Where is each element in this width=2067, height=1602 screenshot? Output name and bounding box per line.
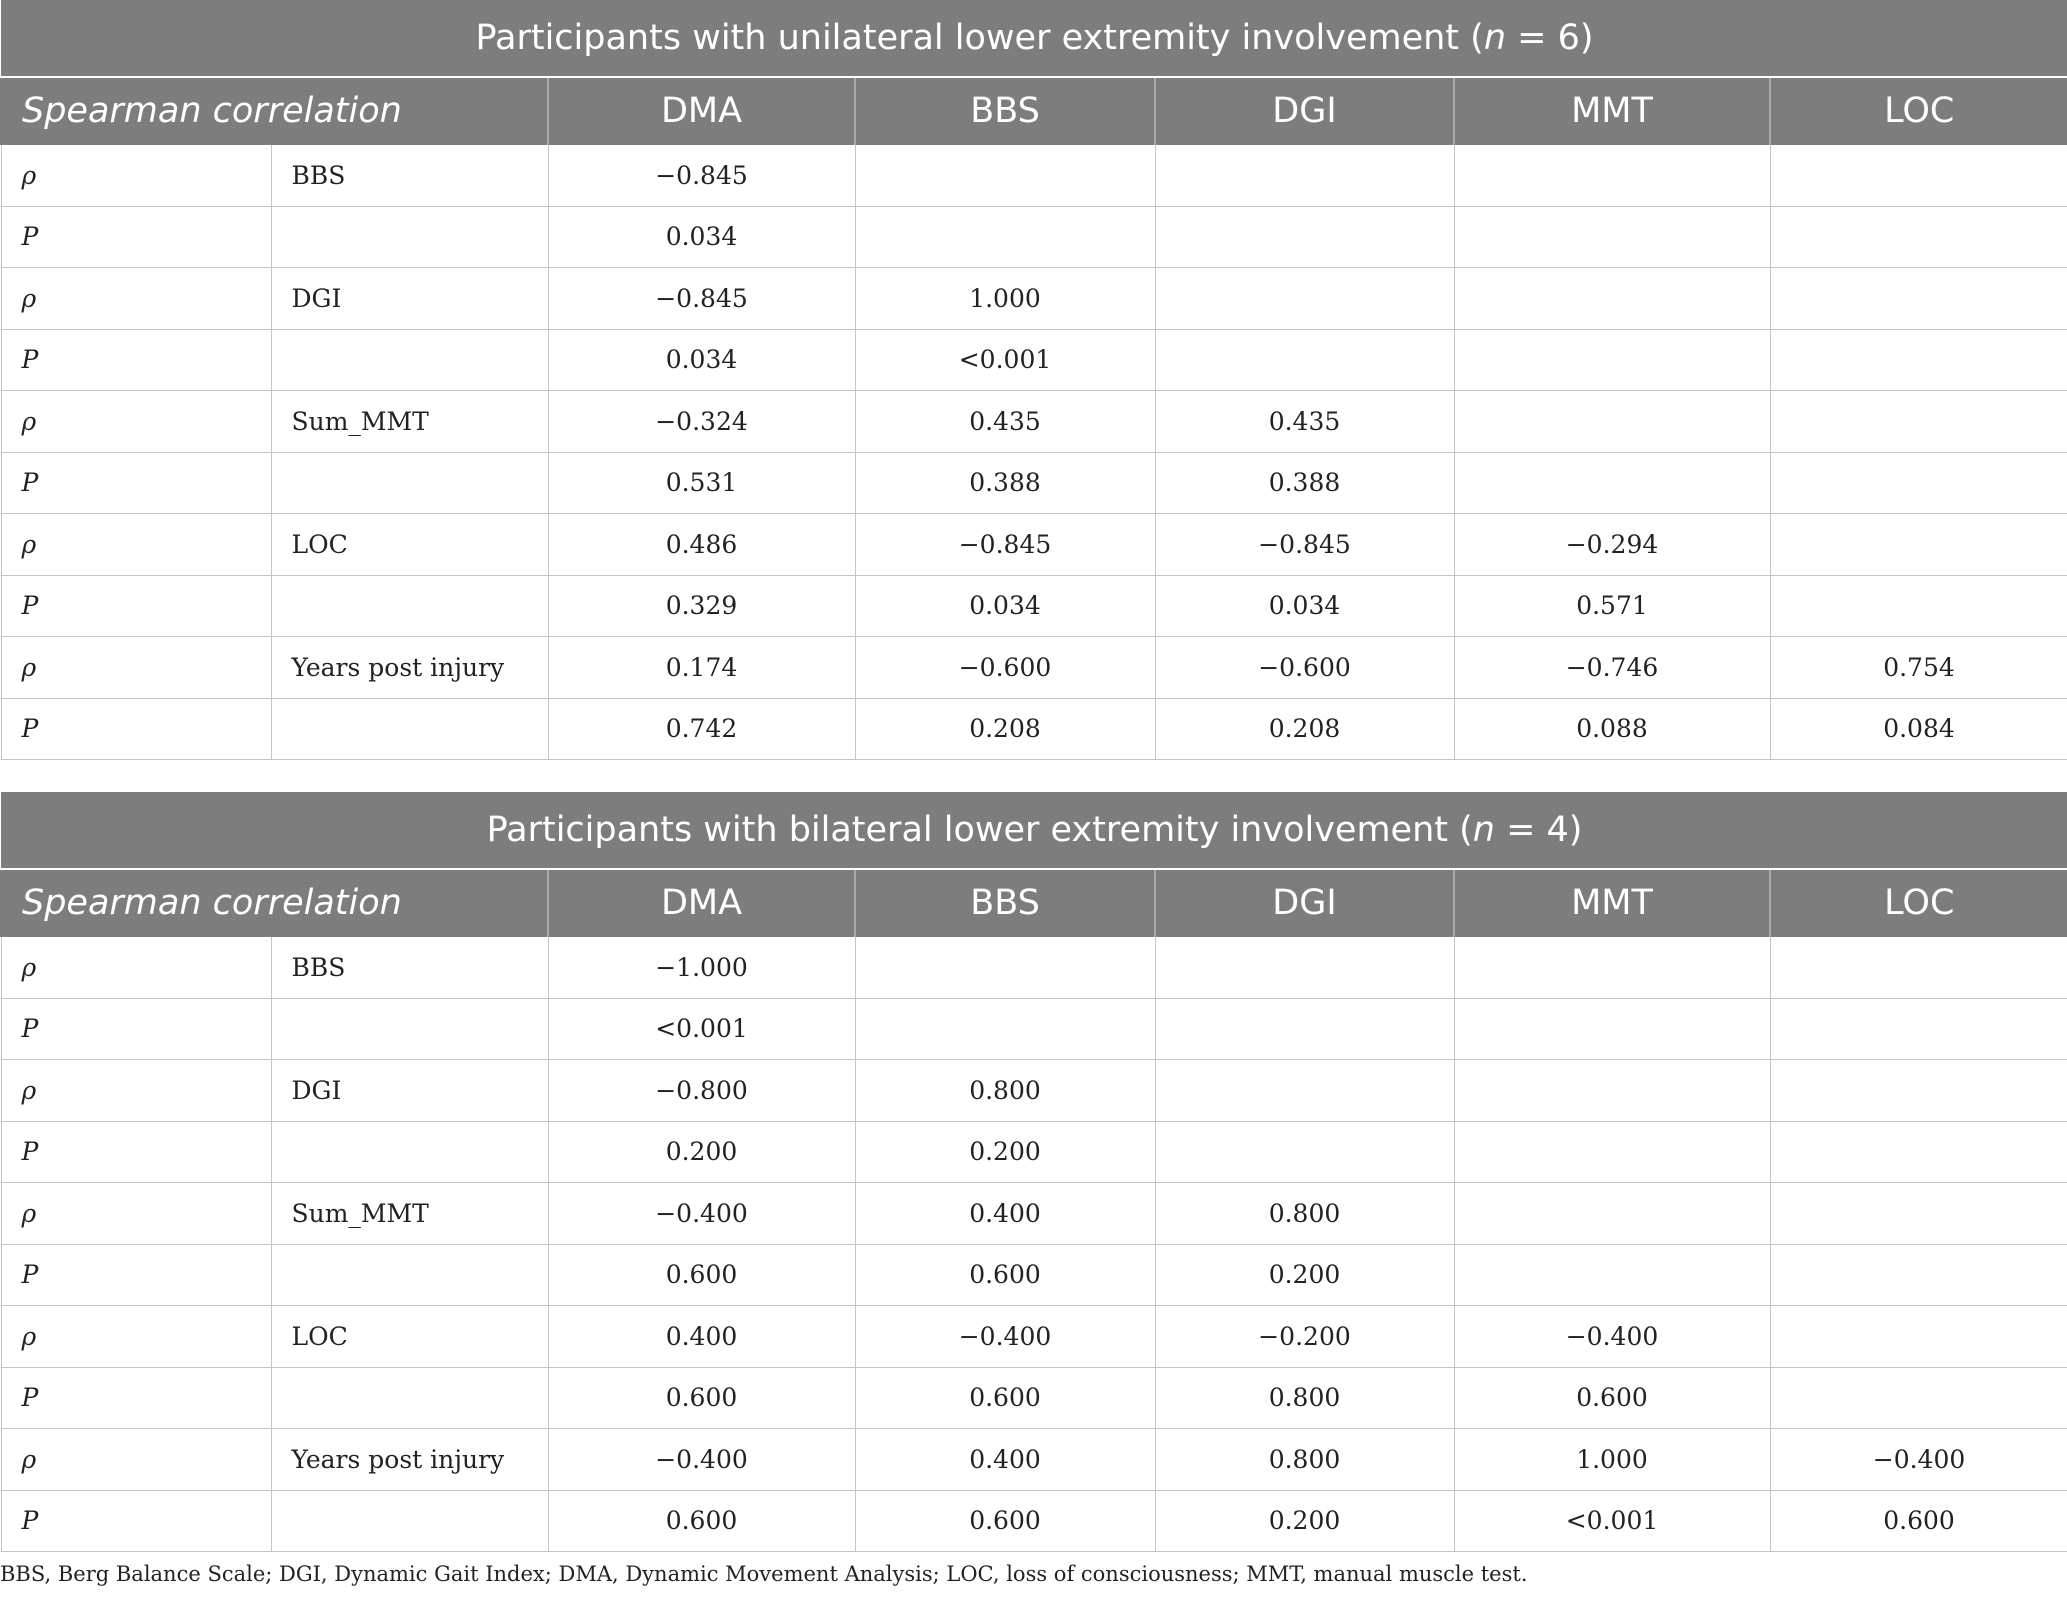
- row-statistic-symbol: P: [1, 1121, 271, 1183]
- cell-bbs: 0.435: [855, 391, 1155, 453]
- row-statistic-symbol: ρ: [1, 937, 271, 999]
- cell-dgi: 0.200: [1155, 1244, 1454, 1306]
- cell-dgi: 0.388: [1155, 452, 1454, 514]
- cell-dma: 0.400: [548, 1306, 855, 1368]
- row-statistic-symbol: ρ: [1, 1183, 271, 1245]
- row-variable-label: Years post injury: [271, 637, 548, 699]
- cell-dgi: [1155, 268, 1454, 330]
- row-variable-label: Sum_MMT: [271, 1183, 548, 1245]
- cell-loc: [1770, 514, 2067, 576]
- table-row: [1, 637, 2067, 699]
- row-statistic-symbol: ρ: [1, 391, 271, 453]
- cell-mmt: 1.000: [1454, 1429, 1770, 1491]
- cell-loc: [1770, 206, 2067, 268]
- table-row: [1, 268, 2067, 330]
- row-variable-label: BBS: [271, 937, 548, 999]
- table-row: [1, 206, 2067, 268]
- cell-bbs: [855, 145, 1155, 207]
- cell-dma: 0.531: [548, 452, 855, 514]
- cell-dgi: [1155, 998, 1454, 1060]
- cell-loc: [1770, 1244, 2067, 1306]
- cell-loc: [1770, 145, 2067, 207]
- row-statistic-symbol: P: [1, 998, 271, 1060]
- cell-dgi: −0.200: [1155, 1306, 1454, 1368]
- cell-loc: 0.084: [1770, 698, 2067, 760]
- cell-loc: 0.600: [1770, 1490, 2067, 1552]
- cell-bbs: 0.034: [855, 575, 1155, 637]
- cell-dma: −0.800: [548, 1060, 855, 1122]
- table-row: [1, 1183, 2067, 1245]
- column-header-row: [1, 869, 2067, 937]
- cell-bbs: 0.600: [855, 1367, 1155, 1429]
- cell-bbs: 0.600: [855, 1244, 1155, 1306]
- row-variable-label: Sum_MMT: [271, 391, 548, 453]
- cell-dgi: [1155, 329, 1454, 391]
- row-statistic-symbol: P: [1, 1244, 271, 1306]
- cell-dma: 0.034: [548, 329, 855, 391]
- cell-dgi: −0.600: [1155, 637, 1454, 699]
- table-row: [1, 1306, 2067, 1368]
- cell-dgi: [1155, 145, 1454, 207]
- cell-mmt: [1454, 329, 1770, 391]
- row-variable-label: [271, 1244, 548, 1306]
- header-bbs: BBS: [855, 77, 1155, 145]
- table-row: [1, 1490, 2067, 1552]
- title-prefix: Participants with unilateral lower extremity involvement (: [475, 18, 1484, 59]
- row-variable-label: [271, 1121, 548, 1183]
- row-variable-label: [271, 998, 548, 1060]
- cell-dma: −0.324: [548, 391, 855, 453]
- row-variable-label: [271, 329, 548, 391]
- table-row: [1, 1367, 2067, 1429]
- cell-bbs: [855, 206, 1155, 268]
- header-dma: DMA: [548, 869, 855, 937]
- table-row: [1, 1244, 2067, 1306]
- row-variable-label: [271, 1367, 548, 1429]
- cell-dma: −0.400: [548, 1183, 855, 1245]
- row-variable-label: LOC: [271, 1306, 548, 1368]
- row-statistic-symbol: ρ: [1, 637, 271, 699]
- cell-loc: [1770, 575, 2067, 637]
- table-row: [1, 145, 2067, 207]
- cell-bbs: <0.001: [855, 329, 1155, 391]
- cell-dma: 0.200: [548, 1121, 855, 1183]
- cell-dgi: [1155, 1121, 1454, 1183]
- unilateral-correlation-table: [0, 0, 2067, 760]
- cell-dma: 0.600: [548, 1244, 855, 1306]
- cell-mmt: 0.088: [1454, 698, 1770, 760]
- cell-dma: −0.845: [548, 268, 855, 330]
- bilateral-correlation-table: [0, 792, 2067, 1552]
- table-row: [1, 514, 2067, 576]
- cell-bbs: 0.200: [855, 1121, 1155, 1183]
- cell-mmt: [1454, 452, 1770, 514]
- header-mmt: MMT: [1454, 77, 1770, 145]
- cell-loc: [1770, 1306, 2067, 1368]
- row-statistic-symbol: ρ: [1, 145, 271, 207]
- cell-bbs: 1.000: [855, 268, 1155, 330]
- column-header-row: [1, 77, 2067, 145]
- cell-bbs: 0.400: [855, 1429, 1155, 1491]
- cell-bbs: 0.400: [855, 1183, 1155, 1245]
- header-spearman-correlation: Spearman correlation: [1, 869, 548, 937]
- cell-dgi: −0.845: [1155, 514, 1454, 576]
- cell-mmt: [1454, 391, 1770, 453]
- table-row: [1, 1429, 2067, 1491]
- cell-dma: 0.600: [548, 1490, 855, 1552]
- row-variable-label: [271, 698, 548, 760]
- cell-loc: −0.400: [1770, 1429, 2067, 1491]
- table-title: [1, 793, 2067, 869]
- table-row: [1, 1121, 2067, 1183]
- cell-dgi: 0.034: [1155, 575, 1454, 637]
- row-statistic-symbol: ρ: [1, 1429, 271, 1491]
- header-loc: LOC: [1770, 869, 2067, 937]
- cell-dma: 0.034: [548, 206, 855, 268]
- cell-loc: [1770, 1183, 2067, 1245]
- cell-bbs: [855, 937, 1155, 999]
- table-body: [1, 937, 2067, 1552]
- table-row: [1, 575, 2067, 637]
- cell-dgi: 0.435: [1155, 391, 1454, 453]
- cell-loc: [1770, 998, 2067, 1060]
- cell-dgi: [1155, 937, 1454, 999]
- cell-dma: −0.400: [548, 1429, 855, 1491]
- cell-loc: [1770, 937, 2067, 999]
- cell-mmt: −0.400: [1454, 1306, 1770, 1368]
- row-statistic-symbol: ρ: [1, 268, 271, 330]
- header-dgi: DGI: [1155, 77, 1454, 145]
- cell-mmt: 0.571: [1454, 575, 1770, 637]
- cell-dgi: 0.208: [1155, 698, 1454, 760]
- row-variable-label: [271, 206, 548, 268]
- table-title: [1, 1, 2067, 77]
- cell-dma: −1.000: [548, 937, 855, 999]
- cell-bbs: −0.845: [855, 514, 1155, 576]
- cell-loc: 0.754: [1770, 637, 2067, 699]
- cell-dma: −0.845: [548, 145, 855, 207]
- title-n: n: [1472, 810, 1495, 851]
- cell-dgi: 0.800: [1155, 1367, 1454, 1429]
- cell-mmt: [1454, 937, 1770, 999]
- title-n: n: [1483, 18, 1506, 59]
- row-statistic-symbol: ρ: [1, 1060, 271, 1122]
- row-variable-label: [271, 452, 548, 514]
- table-title-row: [1, 793, 2067, 869]
- header-bbs: BBS: [855, 869, 1155, 937]
- cell-mmt: 0.600: [1454, 1367, 1770, 1429]
- header-dma: DMA: [548, 77, 855, 145]
- cell-dgi: [1155, 1060, 1454, 1122]
- row-statistic-symbol: P: [1, 452, 271, 514]
- table-row: [1, 1060, 2067, 1122]
- cell-mmt: [1454, 206, 1770, 268]
- cell-mmt: [1454, 1121, 1770, 1183]
- header-loc: LOC: [1770, 77, 2067, 145]
- cell-mmt: [1454, 1244, 1770, 1306]
- row-variable-label: DGI: [271, 268, 548, 330]
- cell-bbs: −0.400: [855, 1306, 1155, 1368]
- title-suffix: = 4): [1494, 810, 1583, 851]
- row-statistic-symbol: ρ: [1, 514, 271, 576]
- row-statistic-symbol: P: [1, 1490, 271, 1552]
- row-statistic-symbol: ρ: [1, 1306, 271, 1368]
- cell-dgi: [1155, 206, 1454, 268]
- cell-mmt: −0.746: [1454, 637, 1770, 699]
- cell-loc: [1770, 329, 2067, 391]
- table-footnote: BBS, Berg Balance Scale; DGI, Dynamic Gait Index; DMA, Dynamic Movement Analysis; LOC, loss of consciousness; MMT, manual muscle test.: [0, 1562, 1528, 1586]
- cell-loc: [1770, 1367, 2067, 1429]
- cell-mmt: [1454, 145, 1770, 207]
- cell-bbs: 0.208: [855, 698, 1155, 760]
- cell-mmt: −0.294: [1454, 514, 1770, 576]
- cell-mmt: [1454, 268, 1770, 330]
- cell-dma: 0.329: [548, 575, 855, 637]
- cell-dma: 0.486: [548, 514, 855, 576]
- row-variable-label: [271, 1490, 548, 1552]
- cell-dma: 0.600: [548, 1367, 855, 1429]
- cell-mmt: <0.001: [1454, 1490, 1770, 1552]
- table-row: [1, 698, 2067, 760]
- table-row: [1, 329, 2067, 391]
- cell-mmt: [1454, 998, 1770, 1060]
- cell-dma: 0.174: [548, 637, 855, 699]
- header-mmt: MMT: [1454, 869, 1770, 937]
- cell-mmt: [1454, 1060, 1770, 1122]
- table-title-row: [1, 1, 2067, 77]
- title-prefix: Participants with bilateral lower extremity involvement (: [486, 810, 1473, 851]
- header-dgi: DGI: [1155, 869, 1454, 937]
- table-body: [1, 145, 2067, 760]
- cell-bbs: 0.800: [855, 1060, 1155, 1122]
- cell-dgi: 0.800: [1155, 1183, 1454, 1245]
- cell-dma: <0.001: [548, 998, 855, 1060]
- cell-dgi: 0.200: [1155, 1490, 1454, 1552]
- row-variable-label: [271, 575, 548, 637]
- row-variable-label: Years post injury: [271, 1429, 548, 1491]
- row-variable-label: LOC: [271, 514, 548, 576]
- cell-bbs: 0.600: [855, 1490, 1155, 1552]
- cell-mmt: [1454, 1183, 1770, 1245]
- cell-bbs: −0.600: [855, 637, 1155, 699]
- cell-dma: 0.742: [548, 698, 855, 760]
- table-row: [1, 998, 2067, 1060]
- row-statistic-symbol: P: [1, 206, 271, 268]
- table-row: [1, 452, 2067, 514]
- row-statistic-symbol: P: [1, 1367, 271, 1429]
- row-statistic-symbol: P: [1, 698, 271, 760]
- table-row: [1, 391, 2067, 453]
- title-suffix: = 6): [1506, 18, 1594, 59]
- row-variable-label: BBS: [271, 145, 548, 207]
- cell-dgi: 0.800: [1155, 1429, 1454, 1491]
- row-statistic-symbol: P: [1, 329, 271, 391]
- cell-bbs: 0.388: [855, 452, 1155, 514]
- row-statistic-symbol: P: [1, 575, 271, 637]
- cell-loc: [1770, 1060, 2067, 1122]
- table-row: [1, 937, 2067, 999]
- cell-loc: [1770, 1121, 2067, 1183]
- cell-loc: [1770, 268, 2067, 330]
- row-variable-label: DGI: [271, 1060, 548, 1122]
- cell-loc: [1770, 391, 2067, 453]
- cell-loc: [1770, 452, 2067, 514]
- cell-bbs: [855, 998, 1155, 1060]
- header-spearman-correlation: Spearman correlation: [1, 77, 548, 145]
